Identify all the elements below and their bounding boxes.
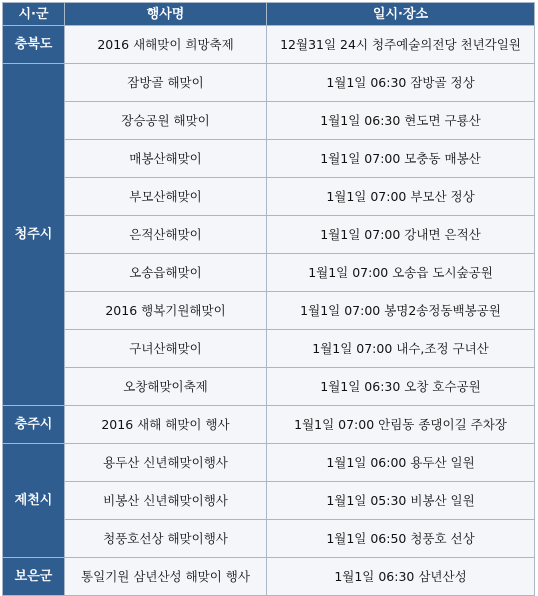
table-row [3,178,535,216]
table-row [3,368,535,406]
datetime-cell: 1월1일 07:00 강내면 은적산 [267,216,535,254]
datetime-cell: 1월1일 07:00 오송읍 도시숲공원 [267,254,535,292]
datetime-cell: 1월1일 07:00 내수,조정 구녀산 [267,330,535,368]
table-row [3,64,535,102]
table-row [3,26,535,64]
datetime-cell: 1월1일 07:00 안림동 종댕이길 주차장 [267,406,535,444]
datetime-cell: 12월31일 24시 청주예술의전당 천년각일원 [267,26,535,64]
datetime-cell: 1월1일 06:30 삼년산성 [267,558,535,596]
table-row [3,216,535,254]
event-cell: 은적산해맞이 [65,216,267,254]
header-event: 행사명 [65,3,267,26]
event-cell: 매봉산해맞이 [65,140,267,178]
header-region: 시·군 [3,3,65,26]
event-cell: 비봉산 신년해맞이행사 [65,482,267,520]
event-cell: 장승공원 해맞이 [65,102,267,140]
header-row [3,3,535,26]
region-cell: 제천시 [3,444,65,558]
table-row [3,102,535,140]
event-cell: 2016 새해맞이 희망축제 [65,26,267,64]
event-cell: 용두산 신년해맞이행사 [65,444,267,482]
region-cell: 보은군 [3,558,65,596]
event-schedule-table [2,2,535,596]
event-cell: 2016 행복기원해맞이 [65,292,267,330]
datetime-cell: 1월1일 06:50 청풍호 선상 [267,520,535,558]
datetime-cell: 1월1일 06:30 현도면 구룡산 [267,102,535,140]
datetime-cell: 1월1일 06:30 잠방골 정상 [267,64,535,102]
table-row [3,292,535,330]
event-cell: 통일기원 삼년산성 해맞이 행사 [65,558,267,596]
datetime-cell: 1월1일 07:00 모충동 매봉산 [267,140,535,178]
table-row [3,558,535,596]
datetime-cell: 1월1일 06:00 용두산 일원 [267,444,535,482]
event-cell: 구녀산해맞이 [65,330,267,368]
datetime-cell: 1월1일 06:30 오창 호수공원 [267,368,535,406]
table-row [3,482,535,520]
region-cell: 청주시 [3,64,65,406]
event-cell: 청풍호선상 해맞이행사 [65,520,267,558]
event-cell: 오송읍해맞이 [65,254,267,292]
region-cell: 충주시 [3,406,65,444]
table-row [3,520,535,558]
datetime-cell: 1월1일 07:00 부모산 정상 [267,178,535,216]
event-cell: 오창해맞이축제 [65,368,267,406]
table-row [3,444,535,482]
table-row [3,254,535,292]
event-cell: 잠방골 해맞이 [65,64,267,102]
datetime-cell: 1월1일 05:30 비봉산 일원 [267,482,535,520]
datetime-cell: 1월1일 07:00 봉명2송정동백봉공원 [267,292,535,330]
region-cell: 충북도 [3,26,65,64]
header-datetime: 일시·장소 [267,3,535,26]
event-cell: 부모산해맞이 [65,178,267,216]
table-row [3,140,535,178]
table-row [3,406,535,444]
table-row [3,330,535,368]
event-cell: 2016 새해 해맞이 행사 [65,406,267,444]
